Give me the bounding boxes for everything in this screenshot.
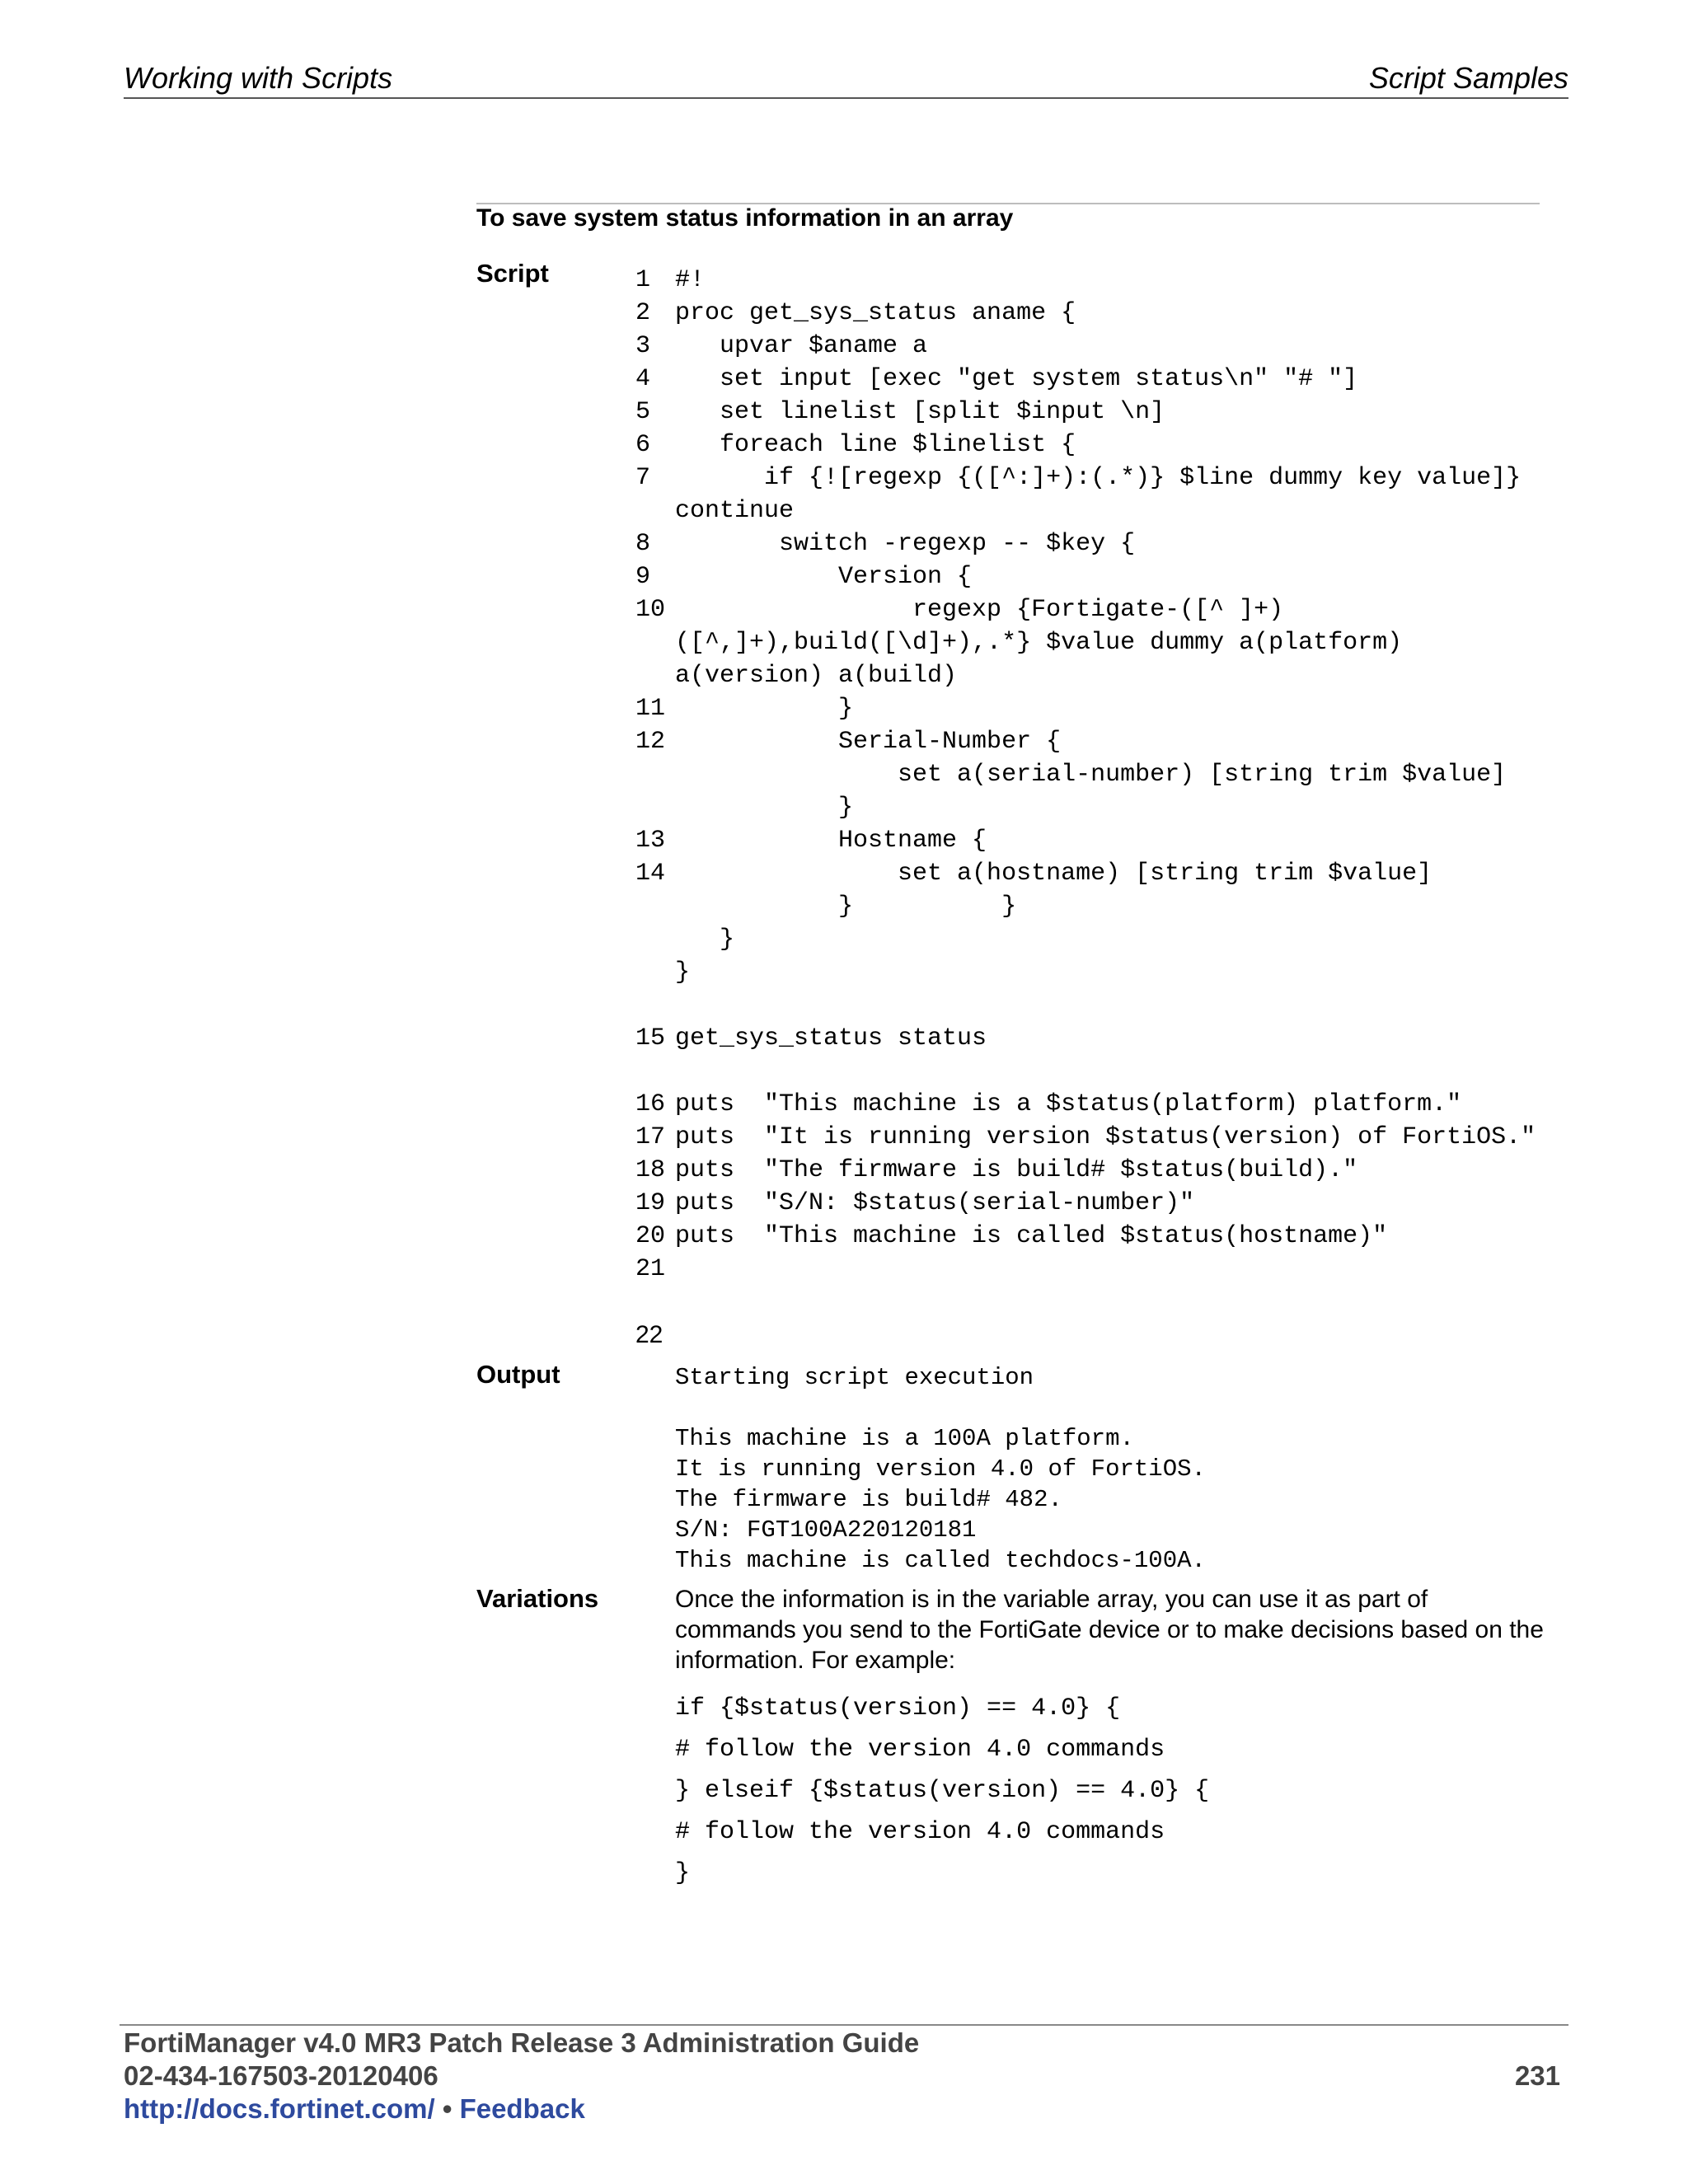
code-line [635,297,1559,330]
code-line-text: } } [675,893,1017,921]
variations-example-code [675,1688,1209,1894]
footer-divider [120,2024,1568,2026]
code-line [635,758,1559,791]
script-code-listing [635,264,1559,1352]
code-line [635,593,1559,626]
code-line-text: } [675,958,691,987]
code-line-text: set a(hostname) [string trim $value] [675,860,1432,888]
code-line-text: } [675,794,854,822]
script-output [675,1362,1532,1576]
code-line [635,923,1559,956]
code-line [635,659,1559,692]
code-line [635,1121,1559,1154]
code-line-text: switch -regexp -- $key { [675,530,1136,558]
page-number: 231 [1514,2060,1560,2091]
code-line [635,527,1559,560]
code-line-number: 6 [635,431,651,459]
code-line-number: 21 [635,1255,666,1283]
code-line-number: 19 [635,1189,666,1217]
code-line-text: get_sys_status status [675,1024,987,1052]
code-line-text: proc get_sys_status aname { [675,299,1076,327]
code-line [635,824,1559,857]
variations-description: Once the information is in the variable array, you can use it as part of commands you send to the FortiGate device or to make decisions based on the information. For example: [675,1586,1544,1674]
code-line [635,890,1559,923]
code-line-text: Serial-Number { [675,728,1062,756]
output-line: This machine is a 100A platform. [675,1425,1134,1452]
code-line [635,1154,1559,1187]
code-line-text: puts "The firmware is build# $status(build)." [675,1156,1358,1184]
code-line-number: 8 [635,530,651,558]
code-line-text: puts "This machine is a $status(platform) platform." [675,1090,1462,1118]
procedure-title: To save system status information in an array [476,204,1014,232]
code-line-number: 5 [635,398,651,426]
code-line-number: 1 [635,266,651,294]
footer-guide-title: FortiManager v4.0 MR3 Patch Release 3 Administration Guide [124,2027,920,2058]
code-line [635,1319,1559,1352]
output-line: The firmware is build# 482. [675,1486,1062,1513]
code-line [635,494,1559,527]
code-line-number: 14 [635,860,666,888]
code-line [635,989,1559,1022]
example-code-line: # follow the version 4.0 commands [675,1818,1165,1846]
code-line-text: } [675,926,735,954]
code-line [635,396,1559,429]
running-header-section: Script Samples [1368,61,1568,95]
code-line [635,462,1559,494]
code-line [635,626,1559,659]
code-line-text: set linelist [split $input \n] [675,398,1165,426]
code-line [635,330,1559,363]
script-label: Script [476,259,549,288]
code-line [635,692,1559,725]
code-line-number: 18 [635,1156,666,1184]
example-code-line: } [675,1859,691,1887]
code-line-number: 2 [635,299,651,327]
code-line-text: Version { [675,563,973,591]
code-line-text: regexp {Fortigate-([^ ]+) [675,596,1284,624]
code-line-text: puts "S/N: $status(serial-number)" [675,1189,1195,1217]
output-line: Starting script execution [675,1364,1034,1391]
code-line [635,1022,1559,1055]
code-line [635,429,1559,462]
running-header-chapter: Working with Scripts [124,61,393,95]
code-line [635,1055,1559,1088]
footer-links [124,2093,585,2125]
code-line-text: } [675,695,854,723]
code-line [635,857,1559,890]
output-line: It is running version 4.0 of FortiOS. [675,1455,1206,1483]
example-code-line: if {$status(version) == 4.0} { [675,1694,1121,1722]
code-line-number: 12 [635,728,666,756]
output-line: This machine is called techdocs-100A. [675,1547,1206,1574]
code-line-number: 17 [635,1123,666,1151]
code-line-text: #! [675,266,706,294]
code-line-text: foreach line $linelist { [675,431,1076,459]
code-line [635,363,1559,396]
code-line [635,725,1559,758]
code-line-number: 10 [635,596,666,624]
code-line-number: 9 [635,563,651,591]
code-line-number: 11 [635,695,666,723]
header-divider [124,97,1568,99]
output-label: Output [476,1360,560,1389]
code-line [635,1088,1559,1121]
docs-link[interactable]: http://docs.fortinet.com/ [124,2093,435,2124]
code-line-number: 7 [635,464,651,492]
example-code-line: } elseif {$status(version) == 4.0} { [675,1777,1210,1805]
code-line [635,791,1559,824]
code-line [635,1286,1559,1319]
code-line-text: set input [exec "get system status\n" "# "] [675,365,1358,393]
code-line-text: a(version) a(build) [675,662,958,690]
footer-doc-number: 02-434-167503-20120406 [124,2060,438,2091]
code-line-text: puts "This machine is called $status(hostname)" [675,1222,1388,1250]
code-line-text: Hostname { [675,827,987,855]
code-line [635,1187,1559,1220]
code-line-text: if {![regexp {([^:]+):(.*)} $line dummy key value]} [675,464,1522,492]
example-code-line: # follow the version 4.0 commands [675,1736,1165,1764]
code-line [635,1253,1559,1286]
output-line: S/N: FGT100A220120181 [675,1516,977,1544]
footer-separator: • [442,2093,452,2124]
code-line-text: upvar $aname a [675,332,928,360]
code-line-number: 22 [635,1321,663,1348]
code-line-text: ([^,]+),build([\d]+),.*} $value dummy a(platform) [675,629,1403,657]
code-line [635,264,1559,297]
code-line-text: puts "It is running version $status(version) of FortiOS." [675,1123,1536,1151]
code-line-number: 4 [635,365,651,393]
code-line [635,1220,1559,1253]
code-line-number: 15 [635,1024,666,1052]
code-line-number: 16 [635,1090,666,1118]
code-line [635,560,1559,593]
code-line-number: 20 [635,1222,666,1250]
feedback-link[interactable]: Feedback [459,2093,585,2124]
code-line [635,956,1559,989]
code-line-text: set a(serial-number) [string trim $value] [675,761,1507,789]
code-line-number: 3 [635,332,651,360]
output-line [675,1393,1532,1423]
code-line-number: 13 [635,827,666,855]
variations-label: Variations [476,1584,599,1613]
code-line-text: continue [675,497,795,525]
